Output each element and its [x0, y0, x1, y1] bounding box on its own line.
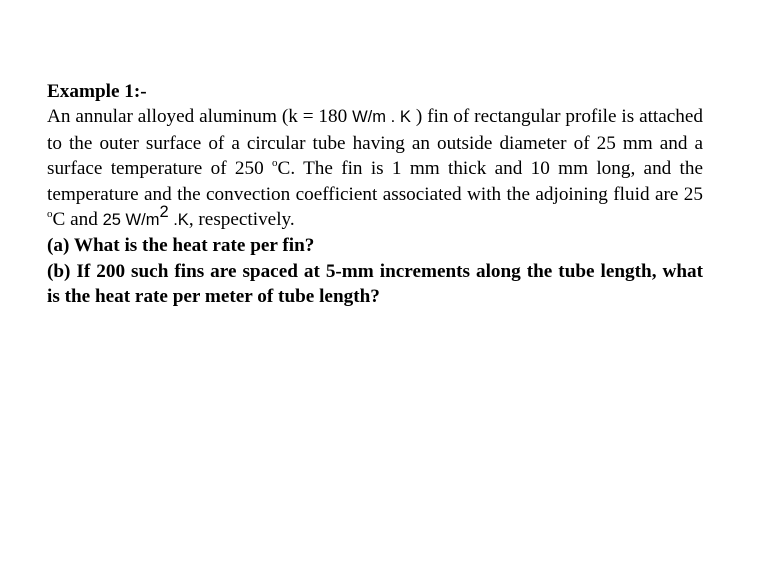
unit-exponent: 2 [159, 202, 169, 221]
statement-text: C. The fin is 1 mm thick and 10 mm long, and the temperature and the convection coefficient associated with the adjoining fluid are 25 [47, 158, 704, 205]
thermal-conductivity-unit: W/m . K [352, 108, 411, 127]
statement-text: , respectively. [188, 209, 295, 231]
problem-statement [47, 104, 703, 233]
question-a: (a) What is the heat rate per fin? [47, 235, 315, 257]
convection-coefficient-value: 25 W/m [102, 211, 160, 230]
statement-text: C and [52, 209, 103, 231]
statement-text: ) fin of rectangular profile is attached to the outer surface of a circular tube having an outside diameter of 25 mm and a surface temperature of 250 [47, 106, 703, 180]
convection-coefficient-unit-tail: .K [168, 211, 189, 230]
example-content [47, 79, 703, 310]
example-title: Example 1:- [47, 81, 147, 102]
statement-text: An annular alloyed aluminum (k = 180 [47, 106, 353, 128]
question-b: (b) If 200 such fins are spaced at 5-mm increments along the tube length, what is the heat rate per meter of tube length? [47, 260, 703, 308]
degree-symbol: o [272, 156, 278, 169]
degree-symbol: o [47, 207, 53, 220]
